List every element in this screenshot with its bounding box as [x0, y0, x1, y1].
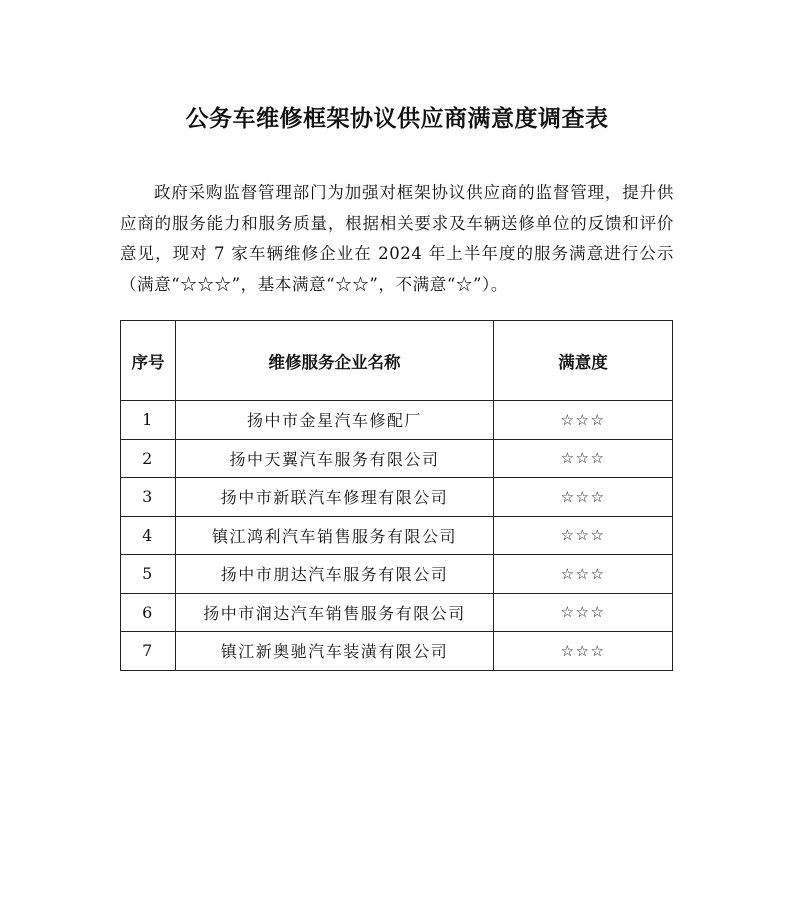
row-company-name: 扬中天翼汽车服务有限公司: [176, 439, 494, 478]
row-rating-stars: ☆☆☆: [494, 401, 673, 440]
row-serial-number: 3: [121, 478, 176, 517]
satisfaction-table: [120, 320, 673, 671]
row-rating-stars: ☆☆☆: [494, 632, 673, 671]
header-serial-number: 序号: [121, 321, 176, 401]
row-company-name: 扬中市新联汽车修理有限公司: [176, 478, 494, 517]
row-rating-stars: ☆☆☆: [494, 593, 673, 632]
table-row: [121, 439, 673, 478]
row-company-name: 扬中市润达汽车销售服务有限公司: [176, 593, 494, 632]
row-rating-stars: ☆☆☆: [494, 478, 673, 517]
row-serial-number: 5: [121, 555, 176, 594]
row-company-name: 扬中市朋达汽车服务有限公司: [176, 555, 494, 594]
table-row: [121, 632, 673, 671]
table-row: [121, 478, 673, 517]
table-row: [121, 555, 673, 594]
row-serial-number: 2: [121, 439, 176, 478]
header-satisfaction: 满意度: [494, 321, 673, 401]
table-row: [121, 516, 673, 555]
row-serial-number: 6: [121, 593, 176, 632]
row-serial-number: 1: [121, 401, 176, 440]
row-serial-number: 7: [121, 632, 176, 671]
row-rating-stars: ☆☆☆: [494, 439, 673, 478]
row-company-name: 扬中市金星汽车修配厂: [176, 401, 494, 440]
header-company-name: 维修服务企业名称: [176, 321, 494, 401]
page-title: 公务车维修框架协议供应商满意度调查表: [185, 105, 609, 132]
table-row: [121, 401, 673, 440]
intro-paragraph: 政府采购监督管理部门为加强对框架协议供应商的监督管理，提升供应商的服务能力和服务质量，根据相关要求及车辆送修单位的反馈和评价意见，现对 7 家车辆维修企业在 2024 年上半年度的服务满意进行公示（满意“☆☆☆”，基本满意“☆☆”，不满意“☆”）。: [120, 183, 674, 294]
row-company-name: 镇江新奥驰汽车装潢有限公司: [176, 632, 494, 671]
row-serial-number: 4: [121, 516, 176, 555]
row-rating-stars: ☆☆☆: [494, 516, 673, 555]
table-header-row: [121, 321, 673, 401]
row-company-name: 镇江鸿利汽车销售服务有限公司: [176, 516, 494, 555]
row-rating-stars: ☆☆☆: [494, 555, 673, 594]
table-row: [121, 593, 673, 632]
